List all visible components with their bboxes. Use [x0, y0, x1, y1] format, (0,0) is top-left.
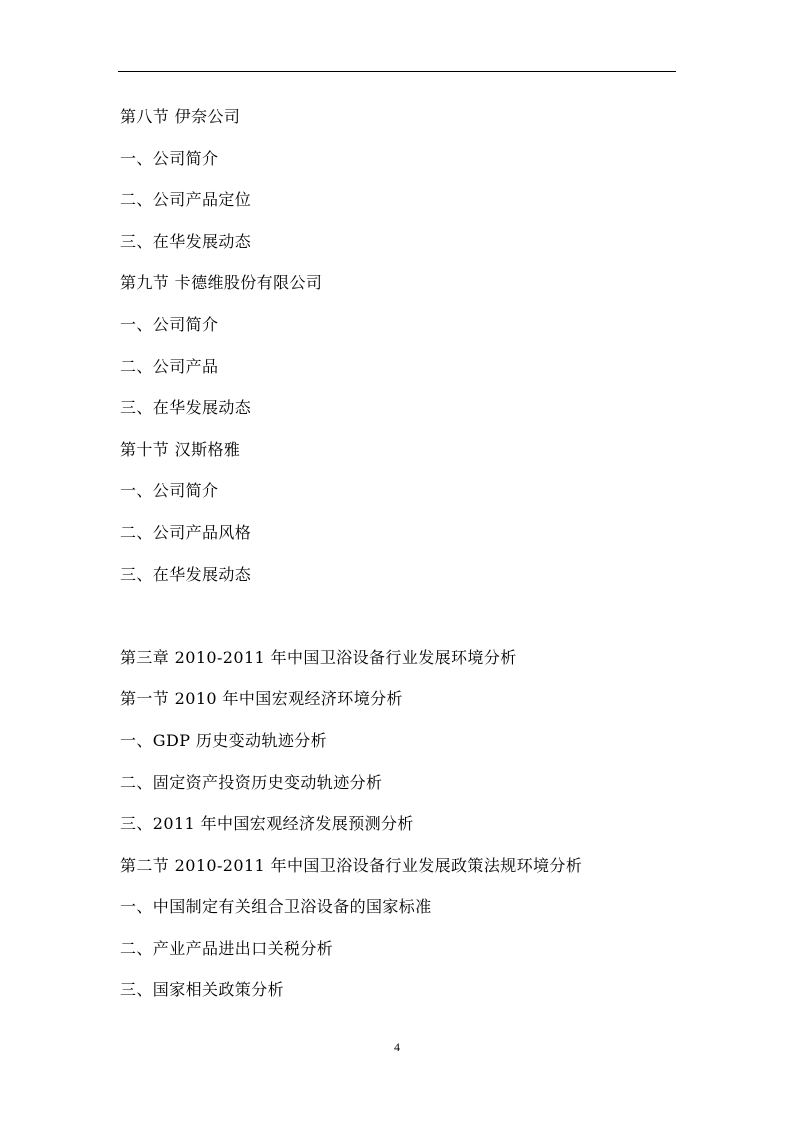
page-number: 4 [394, 1040, 400, 1054]
toc-item: 二、公司产品风格 [120, 522, 252, 542]
toc-section-heading: 第八节 伊奈公司 [120, 107, 241, 126]
toc-section-heading: 第二节 2010-2011 年中国卫浴设备行业发展政策法规环境分析 [120, 855, 583, 875]
toc-item: 二、产业产品进出口关税分析 [120, 938, 334, 958]
toc-item: 三、国家相关政策分析 [120, 980, 285, 1000]
toc-item: 一、公司简介 [120, 481, 219, 501]
toc-blank-line [120, 602, 720, 644]
toc-item: 二、公司产品定位 [120, 190, 252, 210]
toc-item: 一、公司简介 [120, 148, 219, 168]
toc-item: 三、2011 年中国宏观经济发展预测分析 [120, 814, 414, 834]
toc-item: 三、在华发展动态 [120, 231, 252, 251]
table-of-contents [120, 103, 720, 1018]
toc-item: 三、在华发展动态 [120, 564, 252, 584]
toc-item: 一、公司简介 [120, 314, 219, 334]
toc-item: 一、中国制定有关组合卫浴设备的国家标准 [120, 897, 432, 917]
header-rule [118, 71, 676, 72]
toc-item: 二、公司产品 [120, 356, 219, 376]
toc-item: 一、GDP 历史变动轨迹分析 [120, 730, 328, 750]
toc-section-heading: 第十节 汉斯格雅 [120, 439, 241, 459]
toc-item: 三、在华发展动态 [120, 398, 252, 418]
toc-chapter-heading: 第三章 2010-2011 年中国卫浴设备行业发展环境分析 [120, 647, 517, 667]
toc-section-heading: 第九节 卡德维股份有限公司 [120, 273, 323, 293]
toc-section-heading: 第一节 2010 年中国宏观经济环境分析 [120, 689, 403, 709]
toc-item: 二、固定资产投资历史变动轨迹分析 [120, 772, 383, 792]
